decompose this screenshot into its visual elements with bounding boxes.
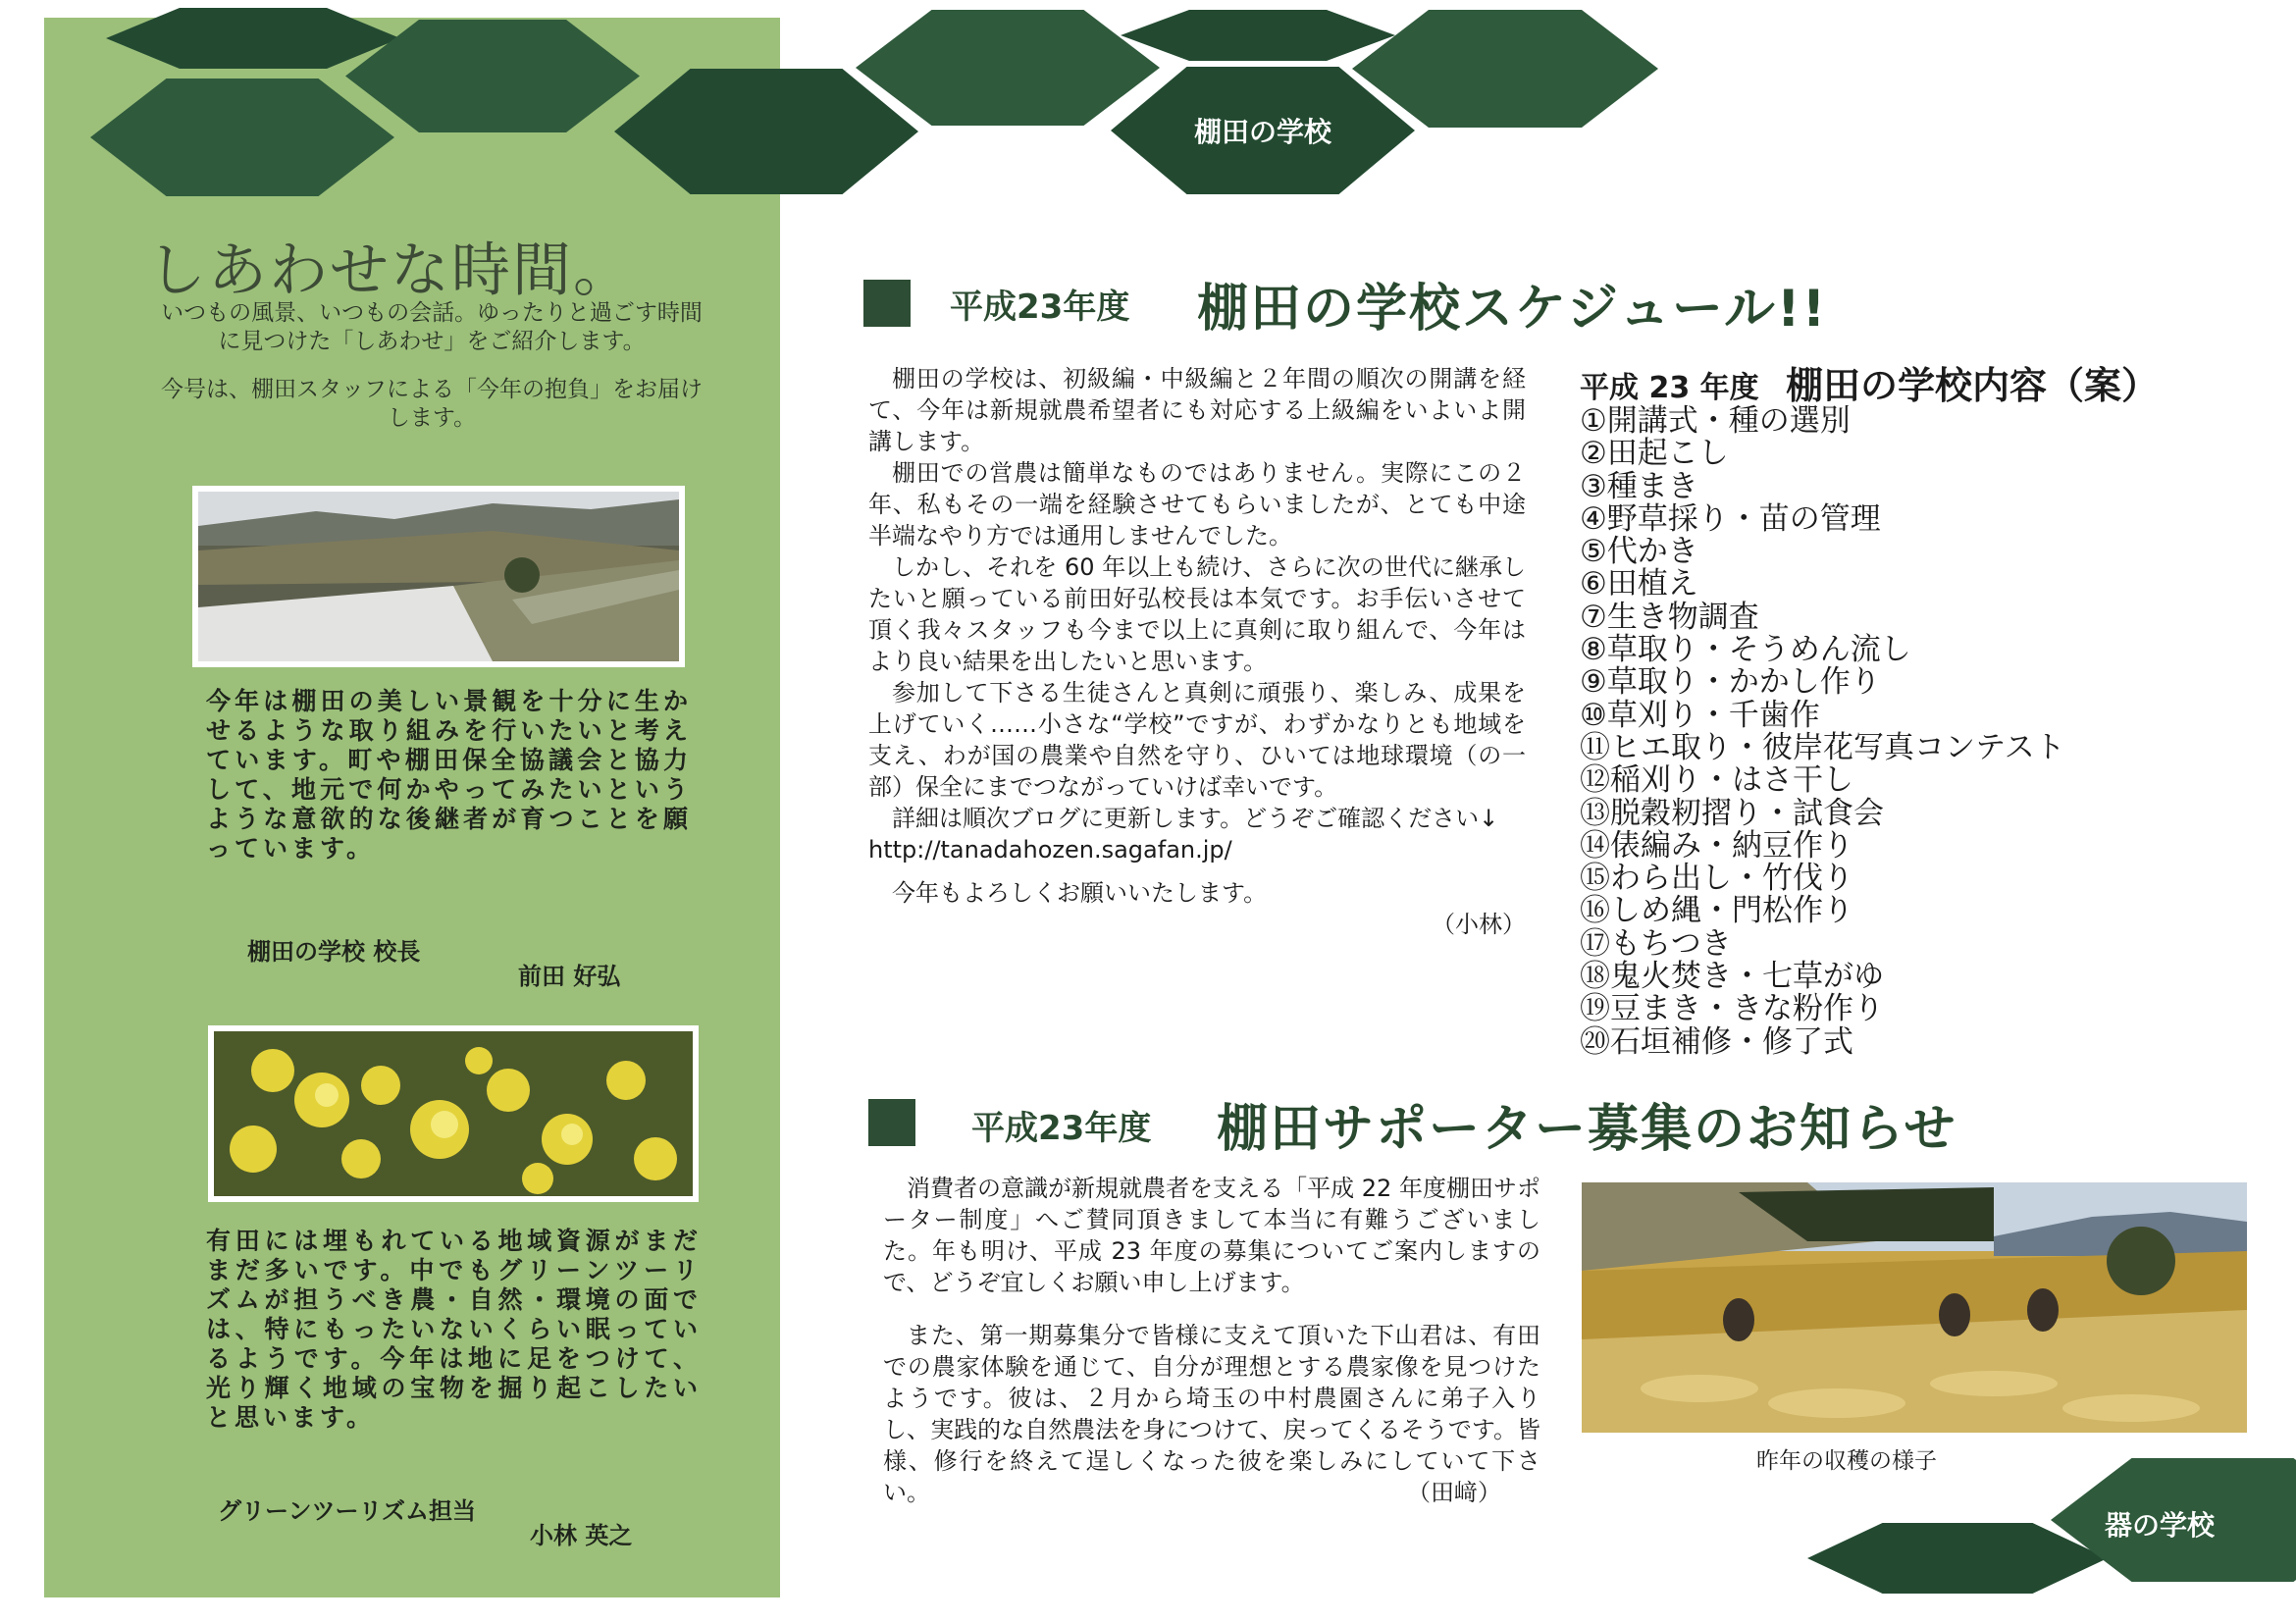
contents-list [1580, 405, 2065, 1059]
sidebar-intro-text: 今号は、棚田スタッフによる「今年の抱負」をお届けします。 [161, 377, 703, 431]
list-item: ⑮わら出し・竹伐り [1580, 861, 1853, 897]
principal-role: 棚田の学校 校長 [247, 938, 421, 966]
schedule-paragraph: 詳細は順次ブログに更新します。どうぞご確認ください↓ [892, 805, 1499, 832]
schedule-paragraph: 棚田での営農は簡単なものではありません。実際にこの２年、私もその一端を経験させてもらいましたが、とても中途半端なやり方では通用しませんでした。 [868, 459, 1526, 550]
corner-tag: 器の学校 [2105, 1509, 2216, 1542]
list-item: ②田起こし [1580, 436, 1729, 472]
list-item: ③種まき [1580, 468, 1698, 504]
schedule-paragraph: 棚田の学校は、初級編・中級編と２年間の順次の開講を経て、今年は新規就農希望者にも対応する上級編をいよいよ開講します。 [868, 365, 1526, 455]
supporter-paragraph: また、第一期募集分で皆様に支えて頂いた下山君は、有田での農家体験を通じて、自分が理想とする農家像を見つけたようです。彼は、２月から埼玉の中村農園さんに弟子入りし、実践的な自然農法を身につけて、戻ってくるそうです。皆様、修行を終えて逞しくなった彼を楽しみにしていて下さい。 [883, 1322, 1540, 1506]
hex-decoration [856, 10, 1160, 126]
rapeseed-flower-photo [208, 1025, 699, 1202]
list-item: ⑯しめ縄・門松作り [1580, 893, 1853, 929]
contents-heading: 棚田の学校内容（案） [1786, 364, 2160, 407]
greentourism-name: 小林 英之 [530, 1522, 633, 1549]
schedule-year: 平成23年度 [950, 288, 1130, 327]
list-item: ⑧草取り・そうめん流し [1580, 632, 1911, 668]
list-item: ⑬脱穀籾摺り・試食会 [1580, 795, 1884, 831]
hex-decoration [1807, 1523, 2108, 1594]
harvest-photo [1582, 1182, 2247, 1433]
principal-message: 今年は棚田の美しい景観を十分に生かせるような取り組みを行いたいと考えています。町や棚田保全協議会と協力して、地元で何かやってみたいというような意欲的な後継者が育つことを願っています。 [206, 687, 692, 863]
sidebar-title: しあわせな時間。 [147, 236, 634, 305]
list-item: ⑥田植え [1580, 566, 1698, 602]
blog-url-link[interactable]: http://tanadahozen.sagafan.jp/ [868, 836, 1232, 864]
list-item: ⑪ヒエ取り・彼岸花写真コンテスト [1580, 729, 2065, 765]
terraced-field-photo [192, 486, 685, 667]
header-tag: 棚田の学校 [1193, 116, 1331, 148]
schedule-closing: 今年もよろしくお願いいたします。 [892, 879, 1268, 907]
list-item: ⑱鬼火焚き・七草がゆ [1580, 959, 1884, 995]
greentourism-message: 有田には埋もれている地域資源がまだまだ多いです。中でもグリーンツーリズムが担うべき農・自然・環境の面では、特にもったいないくらい眠っているようです。今年は地に足をつけて、光り輝く地域の宝物を掘り起こしたいと思います。 [206, 1227, 702, 1432]
contents-year: 平成 23 年度 [1580, 371, 1759, 405]
supporter-paragraph: 消費者の意識が新規就農者を支える「平成 22 年度棚田サポーター制度」へご賛同頂きまして本当に有難うございました。年も明け、平成 23 年度の募集についてご案内しますので、どうぞ宜しくお願い申し上げます。 [883, 1175, 1540, 1296]
section-marker [863, 280, 911, 327]
schedule-paragraph: しかし、それを 60 年以上も続け、さらに次の世代に継承したいと願っている前田好弘校長は本気です。お手伝いさせて頂く我々スタッフも今まで以上に真剣に取り組んで、今年はより良い結果を出したいと思います。 [868, 553, 1526, 675]
hex-decoration [1121, 10, 1395, 61]
schedule-body [868, 363, 1526, 940]
list-item: ⑨草取り・かかし作り [1580, 664, 1881, 701]
principal-name: 前田 好弘 [518, 963, 621, 990]
supporter-body [883, 1173, 1540, 1508]
list-item: ⑰もちつき [1580, 925, 1732, 962]
harvest-photo-caption: 昨年の収穫の様子 [1756, 1448, 1937, 1474]
supporter-year: 平成23年度 [971, 1109, 1152, 1148]
sidebar-intro-text: いつもの風景、いつもの会話。ゆったりと過ごす時間に見つけた「しあわせ」をご紹介します。 [161, 300, 703, 354]
list-item: ④野草採り・苗の管理 [1580, 500, 1881, 537]
supporter-heading: 棚田サポーター募集のお知らせ [1217, 1100, 1957, 1159]
list-item: ⑭俵編み・納豆作り [1580, 827, 1853, 864]
section-marker [868, 1099, 915, 1146]
list-item: ⑦生き物調査 [1580, 599, 1759, 635]
supporter-author: （田﨑） [1407, 1479, 1501, 1506]
list-item: ⑫稲刈り・はさ干し [1580, 762, 1853, 799]
schedule-heading: 棚田の学校スケジュール!! [1197, 280, 1828, 339]
list-item: ⑳石垣補修・修了式 [1580, 1023, 1853, 1060]
list-item: ⑤代かき [1580, 534, 1698, 570]
greentourism-role: グリーンツーリズム担当 [218, 1497, 477, 1525]
schedule-author: （小林） [1432, 911, 1526, 938]
list-item: ⑩草刈り・千歯作 [1580, 697, 1820, 733]
hex-decoration [1352, 10, 1658, 128]
sidebar-intro [157, 299, 706, 452]
list-item: ①開講式・種の選別 [1580, 403, 1851, 439]
schedule-paragraph: 参加して下さる生徒さんと真剣に頑張り、楽しみ、成果を上げていく……小さな“学校”ですが、わずかなりとも地域を支え、わが国の農業や自然を守り、ひいては地球環境（の一部）保全にまでつながっていけば幸いです。 [868, 679, 1526, 801]
list-item: ⑲豆まき・きな粉作り [1580, 991, 1884, 1027]
